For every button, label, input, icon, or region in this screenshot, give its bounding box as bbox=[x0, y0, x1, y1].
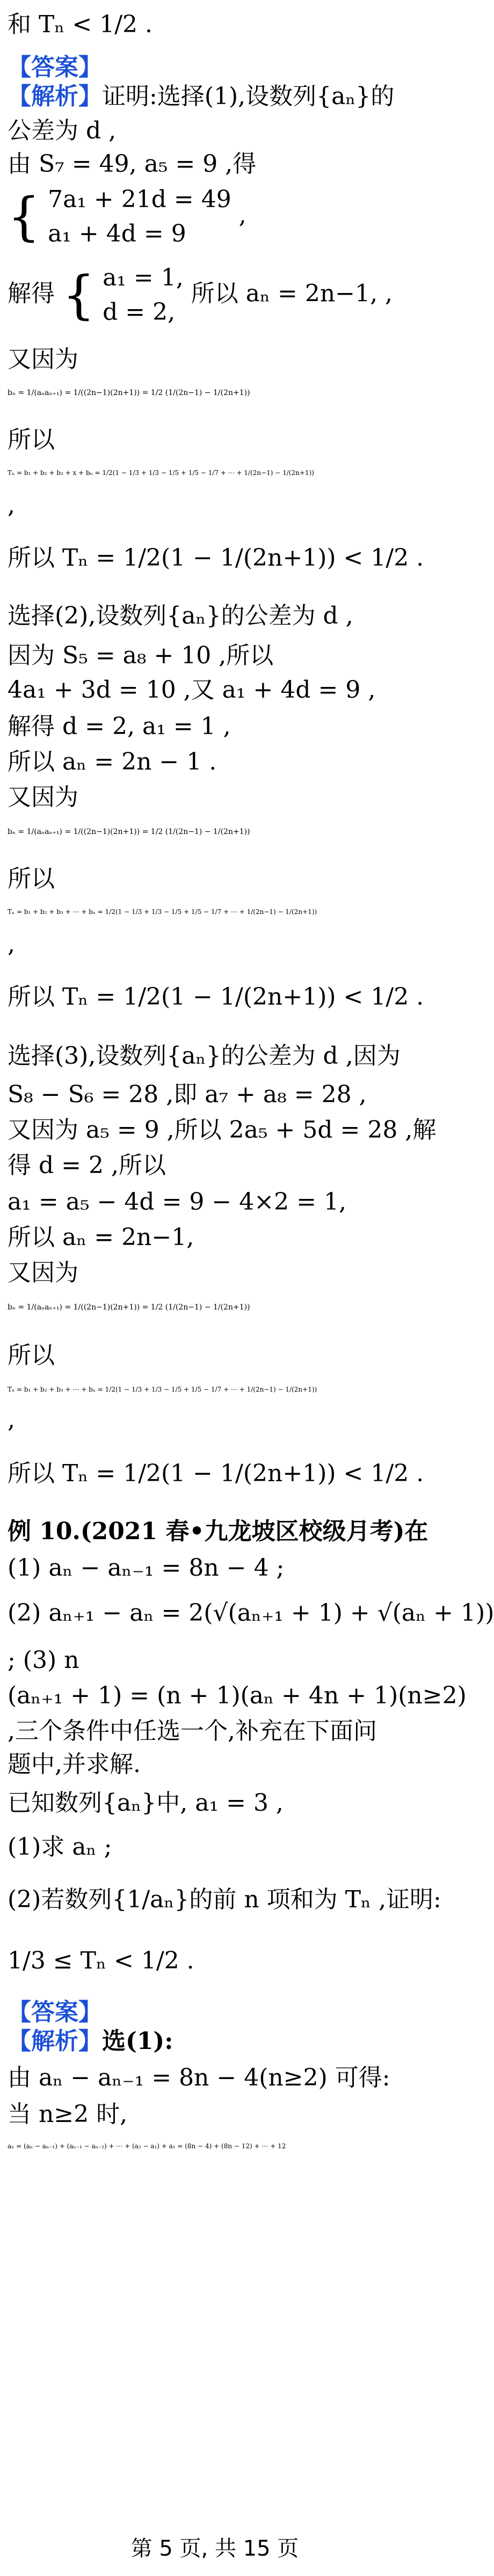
condition-3-a: ; (3) n bbox=[8, 1646, 79, 1674]
analysis-line-1 bbox=[8, 80, 394, 113]
system-1 bbox=[8, 182, 246, 251]
condition-3-b: (aₙ₊₁ + 1) = (n + 1)(aₙ + 4n + 1)(n≥2) bbox=[8, 1682, 467, 1709]
so-2: 所以 bbox=[8, 865, 55, 892]
eq-3b: 又因为 a₅ = 9 ,所以 2a₅ + 5d = 28 ,解 bbox=[8, 1116, 437, 1144]
tn-result-3: 所以 Tₙ = 1/2(1 − 1/(2n+1)) < 1/2 . bbox=[8, 1460, 424, 1487]
system-1-eq-b: a₁ + 4d = 9 bbox=[48, 220, 186, 247]
since-3: 又因为 bbox=[8, 1259, 78, 1286]
from-condition-1: 由 aₙ − aₙ₋₁ = 8n − 4(n≥2) 可得: bbox=[8, 2064, 390, 2091]
tn-sum-2: Tₙ = b₁ + b₂ + b₃ + ⋯ + bₙ = 1/2(1 − 1/3 + 1/3 − 1/5 + 1/5 − 1/7 + ⋯ + 1/(2n−1) − 1/(2n+1)) bbox=[8, 908, 317, 916]
solve-2: 解得 d = 2, a₁ = 1 , bbox=[8, 713, 231, 740]
eq-3c: 得 d = 2 ,所以 bbox=[8, 1152, 166, 1179]
comma-3: , bbox=[8, 1406, 15, 1433]
choose-text-1: ,三个条件中任选一个,补充在下面问 bbox=[8, 1717, 377, 1745]
condition-1: (1) aₙ − aₙ₋₁ = 8n − 4 ; bbox=[8, 1554, 285, 1582]
analysis-text-2: 选(1): bbox=[102, 2028, 173, 2055]
choose-3: 选择(3),设数列{aₙ}的公差为 d ,因为 bbox=[8, 1042, 401, 1070]
bn-formula-3: bₙ = 1/(aₙaₙ₊₁) = 1/((2n−1)(2n+1)) = 1/2 (1/(2n−1) − 1/(2n+1)) bbox=[8, 1303, 250, 1312]
system-1-equations bbox=[48, 182, 231, 251]
solve-1 bbox=[8, 261, 393, 330]
tn-sum-3: Tₙ = b₁ + b₂ + b₃ + ⋯ + bₙ = 1/2(1 − 1/3 + 1/3 − 1/5 + 1/5 − 1/7 + ⋯ + 1/(2n−1) − 1/(2n+1)) bbox=[8, 1386, 317, 1393]
line-diff-d: 公差为 d , bbox=[8, 117, 117, 144]
tn-sum-1: Tₙ = b₁ + b₂ + b₃ + x + bₙ = 1/2(1 − 1/3 + 1/3 − 1/5 + 1/5 − 1/7 + ⋯ + 1/(2n−1) − 1/(2n+1)) bbox=[8, 469, 314, 477]
answer-heading-1: 【答案】 bbox=[8, 54, 102, 81]
solve-1-prefix: 解得 bbox=[8, 280, 55, 308]
question-1: (1)求 aₙ ; bbox=[8, 1833, 112, 1861]
comma-2: , bbox=[8, 931, 15, 958]
since-2: 又因为 bbox=[8, 784, 78, 811]
choose-2: 选择(2),设数列{aₙ}的公差为 d , bbox=[8, 602, 353, 630]
brace-icon: { bbox=[8, 187, 41, 247]
answer-heading-2: 【答案】 bbox=[8, 1999, 102, 2026]
when-n-ge-2: 当 n≥2 时, bbox=[8, 2101, 128, 2128]
bn-formula-2: bₙ = 1/(aₙaₙ₊₁) = 1/((2n−1)(2n+1)) = 1/2 (1/(2n−1) − 1/(2n+1)) bbox=[8, 828, 250, 836]
eq-3d: a₁ = a₅ − 4d = 9 − 4×2 = 1, bbox=[8, 1188, 346, 1216]
question-2-bound: 1/3 ≤ Tₙ < 1/2 . bbox=[8, 1947, 194, 1974]
analysis-tag-1: 【解析】 bbox=[8, 83, 102, 110]
example-10-title: 例 10.(2021 春•九龙坡区校级月考)在 bbox=[8, 1518, 428, 1545]
line-tn-bound: 和 Tₙ < 1/2 . bbox=[8, 11, 152, 38]
so-3: 所以 bbox=[8, 1342, 55, 1369]
system-1-end: , bbox=[238, 201, 246, 229]
system-1-eq-a: 7a₁ + 21d = 49 bbox=[48, 186, 231, 213]
eq-2: 4a₁ + 3d = 10 ,又 a₁ + 4d = 9 , bbox=[8, 676, 376, 704]
question-2: (2)若数列{1/aₙ}的前 n 项和为 Tₙ ,证明: bbox=[8, 1886, 441, 1913]
because-2: 因为 S₅ = a₈ + 10 ,所以 bbox=[8, 642, 274, 669]
analysis-line-2 bbox=[8, 2025, 173, 2058]
page-footer: 第 5 页, 共 15 页 bbox=[130, 2536, 299, 2561]
comma-1: , bbox=[8, 492, 15, 519]
eq-3a: S₈ − S₆ = 28 ,即 a₇ + a₈ = 28 , bbox=[8, 1081, 367, 1108]
solve-1-d: d = 2, bbox=[103, 298, 176, 326]
solve-1-a1: a₁ = 1, bbox=[103, 264, 184, 291]
so-an-3: 所以 aₙ = 2n−1, bbox=[8, 1224, 194, 1251]
condition-2: (2) aₙ₊₁ − aₙ = 2(√(aₙ₊₁ + 1) + √(aₙ + 1)) bbox=[8, 1599, 494, 1627]
solve-1-an: 所以 aₙ = 2n−1, , bbox=[191, 280, 393, 308]
brace-icon: { bbox=[62, 265, 96, 325]
line-given-1: 由 S₇ = 49, a₅ = 9 ,得 bbox=[8, 150, 257, 178]
tn-result-1: 所以 Tₙ = 1/2(1 − 1/(2n+1)) < 1/2 . bbox=[8, 544, 424, 572]
known-sequence: 已知数列{aₙ}中, a₁ = 3 , bbox=[8, 1789, 284, 1817]
so-1: 所以 bbox=[8, 426, 55, 453]
analysis-text-1: 证明:选择(1),设数列{aₙ}的 bbox=[102, 83, 395, 110]
telescope-sum: aₙ = (aₙ − aₙ₋₁) + (aₙ₋₁ − aₙ₋₂) + ⋯ + (a₂ − a₁) + a₁ = (8n − 4) + (8n − 12) + ⋯ + 12 bbox=[8, 2142, 286, 2150]
choose-text-2: 题中,并求解. bbox=[8, 1751, 141, 1778]
since-1: 又因为 bbox=[8, 346, 78, 373]
bn-formula-1: bₙ = 1/(aₙaₙ₊₁) = 1/((2n−1)(2n+1)) = 1/2 (1/(2n−1) − 1/(2n+1)) bbox=[8, 389, 250, 397]
solve-1-values bbox=[103, 261, 184, 330]
so-an-2: 所以 aₙ = 2n − 1 . bbox=[8, 748, 217, 775]
analysis-tag-2: 【解析】 bbox=[8, 2028, 102, 2055]
tn-result-2: 所以 Tₙ = 1/2(1 − 1/(2n+1)) < 1/2 . bbox=[8, 983, 424, 1011]
